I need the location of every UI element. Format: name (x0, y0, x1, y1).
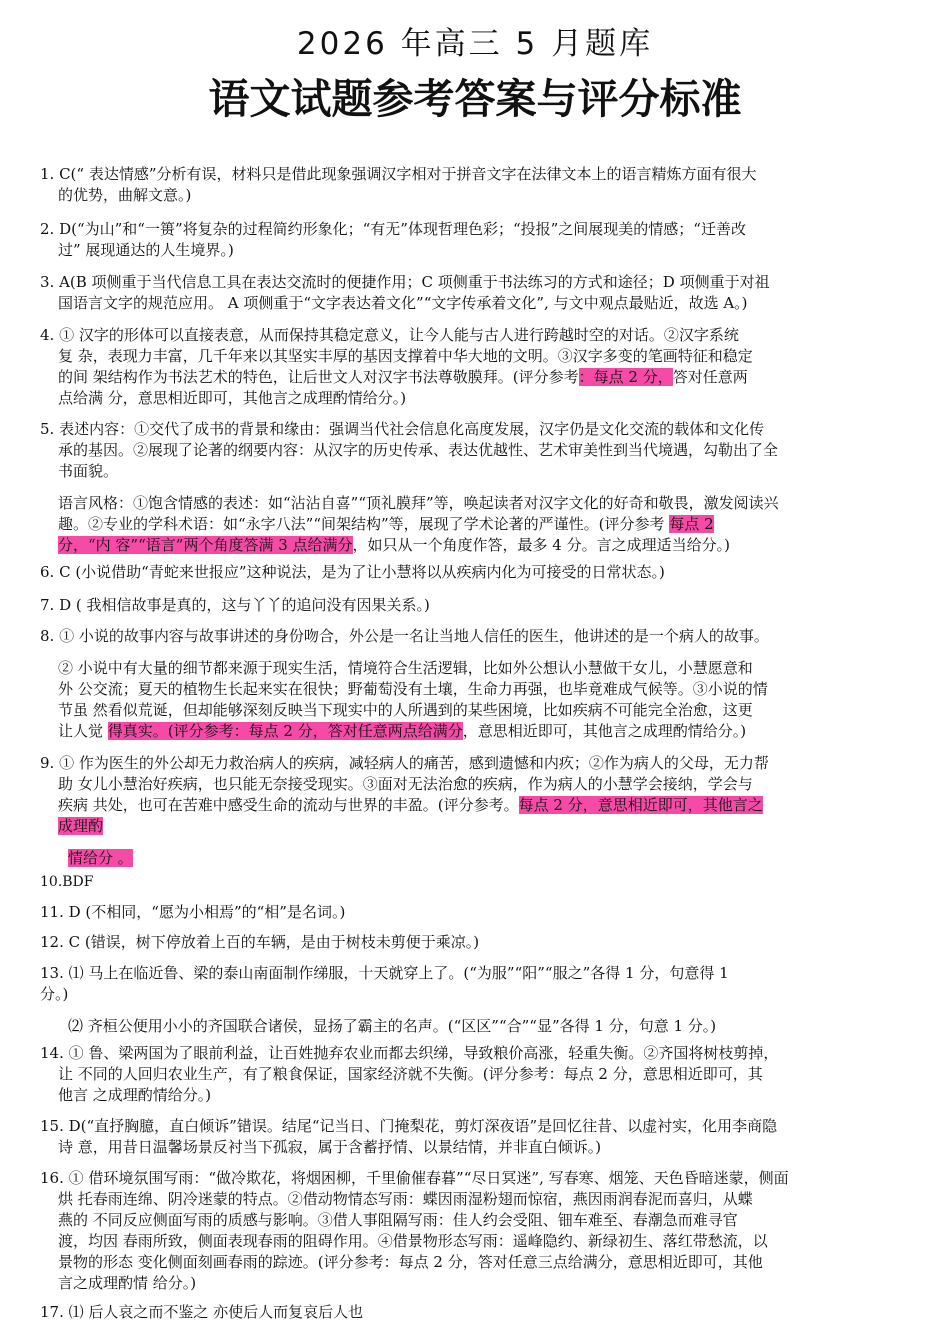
answer-6: 6. C (小说借助“青蛇来世报应”这种说法，是为了让小慧将以从疾病内化为可接受的日常状态。) (40, 563, 665, 581)
highlight: 成理酌 (58, 817, 104, 835)
highlight: 每点 2 (669, 515, 714, 533)
answer-10: 10.BDF (40, 874, 94, 890)
answer-2: 2. D(“为山”和“一篑”将复杂的过程简约形象化；“有无”体现哲理色彩；“投报”之间展现美的情感；“迁善改 过” 展现通达的人生境界。) (40, 220, 746, 259)
answer-16: 16. ① 借环境氛围写雨：“做冷欺花，将烟困柳，千里偷催春暮”“尽日冥迷”, 写春寒、烟笼、天色昏暗迷蒙，侧面 烘 托春雨连绵、阴冷迷蒙的特点。②借动物情态写雨：蝶因雨湿粉翅而惊宿，燕因雨润春泥而喜归，从蝶 燕的 不同反应侧面写雨的质感与影响。③借人事阻隔写雨：佳人约会受阻、钿车难至、春潮急而难寻官 渡，均因 春雨所致，侧面表现春雨的阻碍作用。④借景物形态写雨：遥峰隐约、新绿初生、落红带愁流，以 景物的形态 变化侧面刻画春雨的踪迹。(评分参考：每点 2 分，答对任意三点给满分，意思相近即可，其他 言之成理酌情 给分。) (40, 1169, 789, 1292)
answer-4: 4. ① 汉字的形体可以直接表意，从而保持其稳定意义，让今人能与古人进行跨越时空的对话。②汉字系统 复 杂，表现力丰富，几千年来以其坚实丰厚的基因支撑着中华大地的文明。③汉字多变的笔画特征和稳定 的间 架结构作为书法艺术的特色，让后世文人对汉字书法尊敬膜拜。(评分参考：每点 2 分，答对任意两 点给满 分，意思相近即可，其他言之成理酌情给分。) (40, 326, 753, 407)
answer-3: 3. A(B 项侧重于当代信息工具在表达交流时的便捷作用；C 项侧重于书法练习的方式和途径；D 项侧重于对祖 国语言文字的规范应用。 A 项侧重于“文字表达着文化”“文字传承着文化”, 与文中观点最贴近，故选 A。) (40, 273, 770, 312)
answer-12: 12. C (错误，树下停放着上百的车辆，是由于树枝未剪便于乘凉。) (40, 933, 480, 951)
highlight: ：每点 2 分， (578, 368, 673, 386)
highlight: 每点 2 分，意思相近即可，其他言之 (518, 796, 763, 814)
page-subtitle: 语文试题参考答案与评分标准 (208, 75, 742, 123)
answer-7: 7. D ( 我相信故事是真的，这与丫丫的追问没有因果关系。) (40, 596, 430, 614)
highlight: 分，“内 容”“语言”两个角度答满 3 点给满分 (58, 536, 353, 554)
answer-13: 13. ⑴ 马上在临近鲁、梁的泰山南面制作绨服，十天就穿上了。(“为服”“阳”“服之”各得 1 分，句意得 1 分。) ⑵ 齐桓公便用小小的齐国联合诸侯，显扬了霸主的名声。(“区区”“合”“显”各得 1 分，句意 1 分。) (40, 964, 729, 1035)
answer-8: 8. ① 小说的故事内容与故事讲述的身份吻合，外公是一名让当地人信任的医生，他讲述的是一个病人的故事。 ② 小说中有大量的细节都来源于现实生活，情境符合生活逻辑，比如外公想认小慧做干女儿，小慧愿意和 外 公交流；夏天的植物生长起来实在很快；野葡萄没有土壤，生命力再强，也毕竟难成气候等。③小说的情 节虽 然看似荒诞，但却能够深刻反映当下现实中的人所遇到的某些困境，比如疾病不可能完全治愈，这更 让人觉 得真实。(评分参考：每点 2 分，答对任意两点给满分，意思相近即可，其他言之成理酌情给分。) (40, 627, 769, 740)
highlight: 得真实。(评分参考：每点 2 分，答对任意两点给满分 (107, 722, 463, 740)
page-title: 2026 年高三 5 月题库 (296, 26, 654, 62)
answer-15: 15. D(“直抒胸臆，直白倾诉”错误。结尾“记当日、门掩梨花，剪灯深夜语”是回忆往昔、以虚衬实，化用李商隐 诗 意，用昔日温馨场景反衬当下孤寂，属于含蓄抒情、以景结情，并非直白倾诉。) (40, 1117, 778, 1156)
answer-9: 9. ① 作为医生的外公却无力救治病人的疾病，减轻病人的痛苦，感到遗憾和内疚；②作为病人的父母，无力帮 助 女儿小慧治好疾病，也只能无奈接受现实。③面对无法治愈的疾病，作为病人的小慧学会接纳，学会与 疾病 共处，也可在苦难中感受生命的流动与世界的丰盈。(评分参考。每点 2 分，意思相近即可，其他言之 成理酌 情给分 。 (40, 754, 769, 867)
answer-1: 1. C(“ 表达情感”分析有误，材料只是借此现象强调汉字相对于拼音文字在法律文本上的语言精炼方面有很大 的优势，曲解文意。) (40, 165, 757, 204)
answer-14: 14. ① 鲁、梁两国为了眼前利益，让百姓抛弃农业而都去织绨，导致粮价高涨，轻重失衡。②齐国将树枝剪掉， 让 不同的人回归农业生产，有了粮食保证，国家经济就不失衡。(评分参考：每点 2 分，意思相近即可，其 他言 之成理酌情给分。) (40, 1044, 779, 1104)
answer-17: 17. ⑴ 后人哀之而不鉴之 亦使后人而复哀后人也 (40, 1303, 364, 1321)
answer-5: 5. 表述内容：①交代了成书的背景和缘由：强调当代社会信息化高度发展，汉字仍是文化交流的载体和文化传 承的基因。②展现了论著的纲要内容：从汉字的历史传承、表达优越性、艺术审美性到当代境遇，勾勒出了全 书面貌。 语言风格：①饱含情感的表述：如“沾沾自喜”“顶礼膜拜”等，唤起读者对汉字文化的好奇和敬畏，激发阅读兴 趣。②专业的学科术语：如“永字八法”“间架结构”等，展现了学术论著的严谨性。(评分参考 每点 2 分，“内 容”“语言”两个角度答满 3 点给满分，如只从一个角度作答，最多 4 分。言之成理适当给分。) (40, 420, 779, 554)
highlight: 情给分 。 (68, 849, 133, 867)
answer-11: 11. D (不相同，“愿为小相焉”的“相”是名词。) (40, 903, 346, 921)
